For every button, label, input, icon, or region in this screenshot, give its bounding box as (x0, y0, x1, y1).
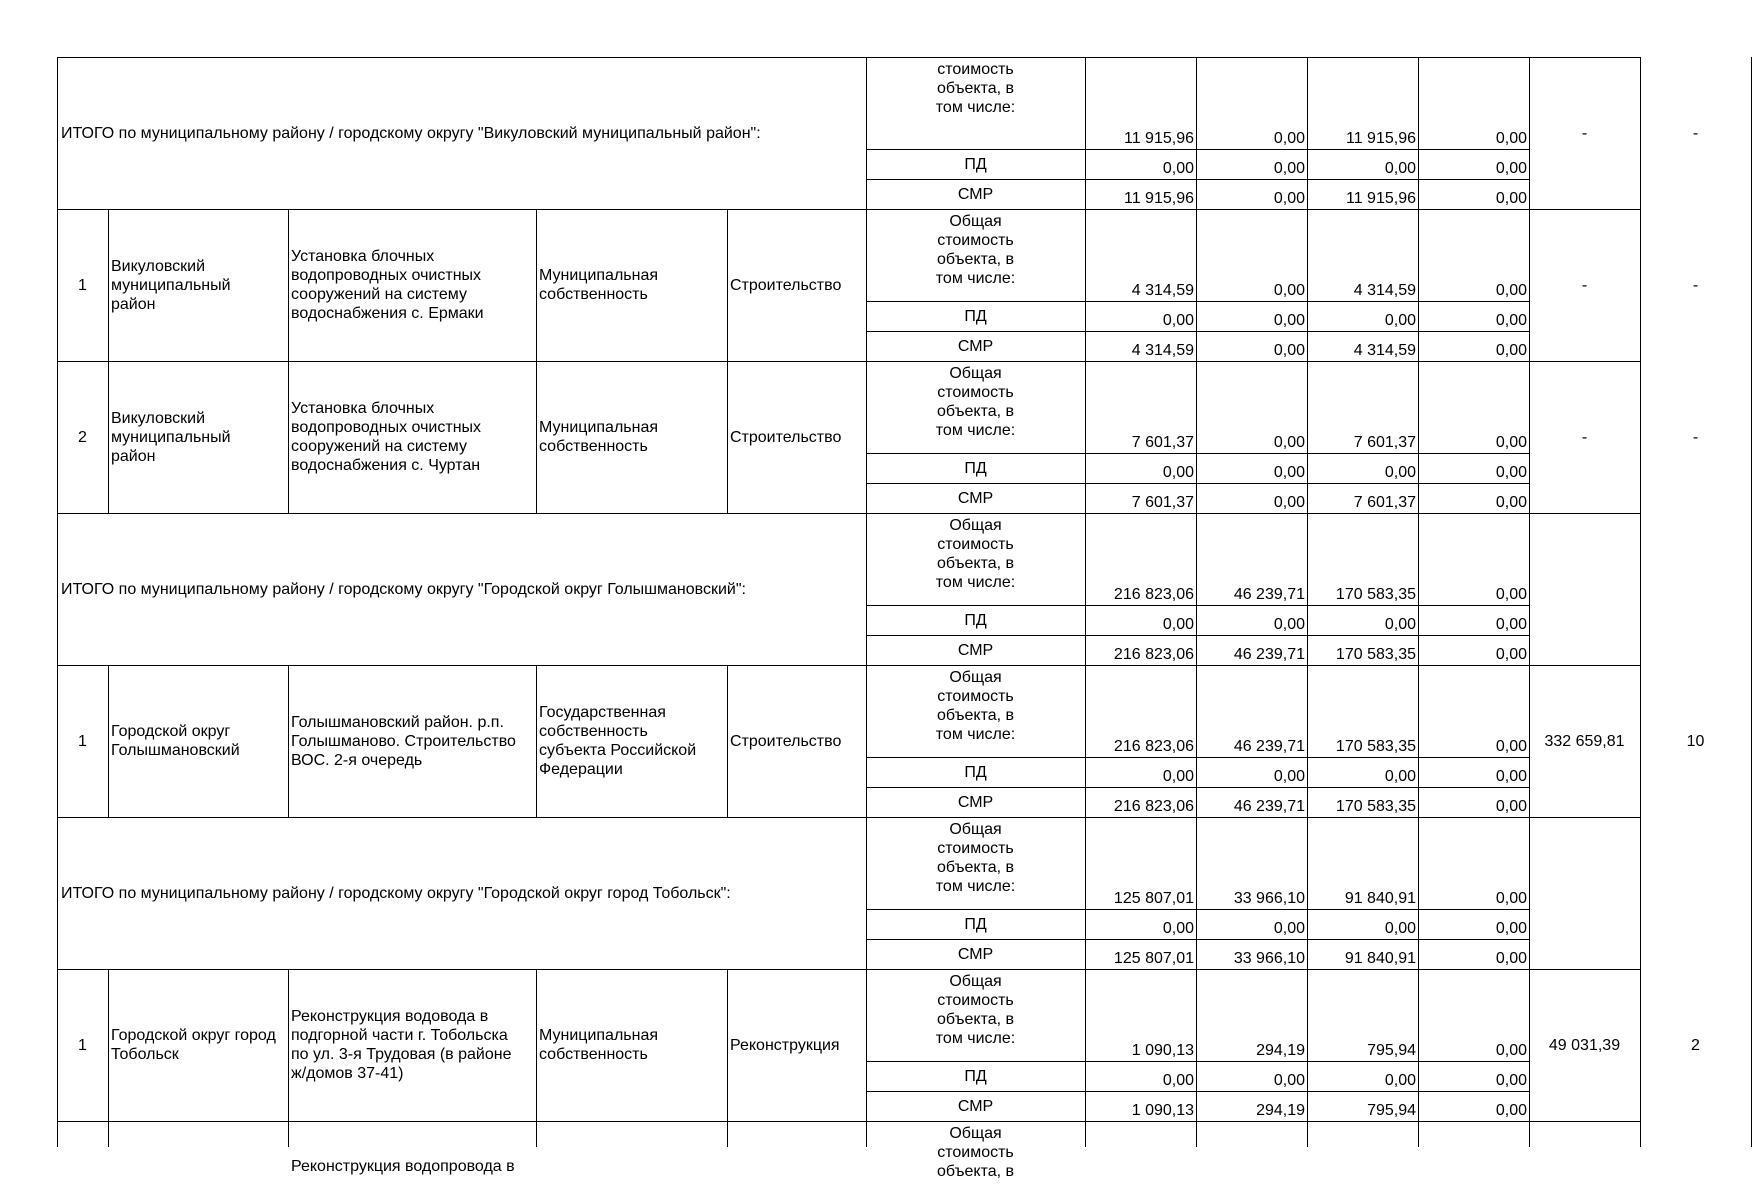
amount-value: 0,00 (1495, 342, 1527, 359)
grid-line (108, 209, 109, 361)
amount-value: 0,00 (1273, 160, 1305, 177)
grid-line (866, 1091, 1529, 1092)
grid-line (866, 757, 1529, 758)
amount-value: 0,00 (1495, 738, 1527, 755)
amount-value: 0,00 (1162, 768, 1194, 785)
amount-value: 0,00 (1162, 312, 1194, 329)
grid-line (866, 301, 1529, 302)
grid-line (288, 665, 289, 817)
amount-value: 46 239,71 (1233, 586, 1305, 603)
amount-value: 0,00 (1384, 312, 1416, 329)
cost-type-label: СМР (957, 337, 994, 355)
quantity-value: - (1692, 276, 1699, 294)
grid-line (108, 665, 109, 817)
cost-type-label: СМР (957, 185, 994, 203)
amount-value: 0,00 (1273, 282, 1305, 299)
amount-value: 4 314,59 (1131, 342, 1194, 359)
work-type: Строительство (730, 428, 842, 446)
cost-type-label: ПД (964, 459, 987, 477)
quantity-value: 2 (1691, 1036, 1700, 1054)
amount-value: 7 601,37 (1353, 434, 1416, 451)
amount-value: 0,00 (1495, 130, 1527, 147)
grid-line (57, 57, 58, 1147)
grid-line (57, 1121, 1640, 1122)
amount-value: 216 823,06 (1113, 798, 1194, 815)
amount-value: 294,19 (1256, 1102, 1305, 1119)
grid-line (1307, 57, 1308, 1147)
amount-value: 4 314,59 (1131, 282, 1194, 299)
row-number: 1 (78, 1036, 87, 1054)
object-name: Голышмановский район. р.п. Голышманово. Строительство ВОС. 2-я очередь (291, 713, 516, 769)
object-name: Реконструкция водопровода в (291, 1158, 515, 1175)
amount-value: 91 840,91 (1344, 950, 1416, 967)
grid-line (866, 939, 1529, 940)
amount-value: 170 583,35 (1335, 738, 1416, 755)
amount-value: 0,00 (1273, 342, 1305, 359)
quantity-value (1640, 817, 1751, 969)
amount-value: 0,00 (1273, 464, 1305, 481)
amount-value: 4 314,59 (1353, 342, 1416, 359)
capacity-value: - (1581, 276, 1588, 294)
municipality-name: Городской округ Голышмановский (111, 723, 240, 759)
amount-value: 11 915,96 (1346, 130, 1416, 147)
grid-line (1640, 57, 1641, 1147)
grid-line (866, 909, 1529, 910)
amount-value: 33 966,10 (1233, 890, 1305, 907)
grid-line (108, 969, 109, 1121)
amount-value: 0,00 (1495, 464, 1527, 481)
amount-value: 0,00 (1495, 950, 1527, 967)
amount-value: 0,00 (1495, 798, 1527, 815)
object-name: Установка блочных водопроводных очистных сооружений на систему водоснабжения с. Чуртан (291, 400, 482, 474)
quantity-value: - (1692, 428, 1699, 446)
grid-line (727, 209, 728, 361)
grid-line (1529, 57, 1530, 1147)
grid-line (536, 665, 537, 817)
quantity-value: - (1692, 124, 1699, 142)
ownership-type: Муниципальная собственность (539, 1027, 659, 1063)
capacity-value (1529, 513, 1640, 665)
grid-line (866, 179, 1529, 180)
grid-line (536, 1121, 537, 1147)
amount-value: 125 807,01 (1113, 890, 1194, 907)
amount-value: 33 966,10 (1233, 950, 1305, 967)
amount-value: 0,00 (1273, 130, 1305, 147)
cost-type-label: СМР (957, 489, 994, 507)
amount-value: 0,00 (1495, 312, 1527, 329)
amount-value: 0,00 (1273, 616, 1305, 633)
cost-type-label: Общая стоимость объекта, в том числе: (935, 213, 1016, 287)
amount-value: 0,00 (1162, 160, 1194, 177)
ownership-type: Муниципальная собственность (539, 267, 659, 303)
cost-type-label: СМР (957, 1097, 994, 1115)
amount-value: 0,00 (1273, 494, 1305, 511)
amount-value: 170 583,35 (1335, 798, 1416, 815)
amount-value: 0,00 (1495, 494, 1527, 511)
amount-value: 0,00 (1384, 1072, 1416, 1089)
amount-value: 91 840,91 (1344, 890, 1416, 907)
object-name: Установка блочных водопроводных очистных сооружений на систему водоснабжения с. Ермаки (291, 248, 484, 322)
municipality-name: Городской округ город Тобольск (111, 1027, 276, 1063)
quantity-value (1640, 513, 1751, 665)
amount-value: 11 915,96 (1124, 190, 1194, 207)
cost-type-label: ПД (964, 915, 987, 933)
grid-line (288, 1121, 289, 1147)
amount-value: 0,00 (1495, 1102, 1527, 1119)
total-row-label: ИТОГО по муниципальному району / городскому округу "Городской округ Голышмановский": (61, 580, 746, 598)
object-name: Реконструкция водовода в подгорной части г. Тобольска по ул. 3-я Трудовая (в районе ж/домов 37-41) (291, 1008, 512, 1082)
amount-value: 0,00 (1495, 160, 1527, 177)
amount-value: 0,00 (1384, 464, 1416, 481)
amount-value: 0,00 (1384, 160, 1416, 177)
cost-type-label: ПД (964, 611, 987, 629)
cost-type-label: ПД (964, 155, 987, 173)
grid-line (866, 149, 1529, 150)
municipality-name: Викуловский муниципальный район (111, 257, 231, 313)
capacity-value: 49 031,39 (1548, 1036, 1621, 1054)
amount-value: 0,00 (1162, 464, 1194, 481)
grid-line (727, 361, 728, 513)
capacity-value: 332 659,81 (1544, 732, 1625, 750)
amount-value: 0,00 (1384, 768, 1416, 785)
amount-value: 1 090,13 (1131, 1102, 1194, 1119)
amount-value: 4 314,59 (1353, 282, 1416, 299)
grid-line (1085, 57, 1086, 1147)
amount-value: 795,94 (1367, 1102, 1416, 1119)
cost-type-label: Общая стоимость объекта, в том числе: (935, 669, 1016, 743)
grid-line (866, 453, 1529, 454)
quantity-value: 10 (1686, 732, 1705, 750)
capacity-value (1529, 817, 1640, 969)
capacity-value: - (1581, 428, 1588, 446)
amount-value: 0,00 (1273, 434, 1305, 451)
amount-value: 216 823,06 (1113, 646, 1194, 663)
amount-value: 7 601,37 (1353, 494, 1416, 511)
grid-line (536, 209, 537, 361)
amount-value: 11 915,96 (1346, 190, 1416, 207)
amount-value: 0,00 (1495, 616, 1527, 633)
grid-line (536, 361, 537, 513)
amount-value: 795,94 (1367, 1042, 1416, 1059)
cost-type-label: Общая стоимость объекта, в том числе: (935, 821, 1016, 895)
capacity-value: - (1581, 124, 1588, 142)
amount-value: 0,00 (1162, 920, 1194, 937)
amount-value: 0,00 (1495, 920, 1527, 937)
amount-value: 0,00 (1495, 890, 1527, 907)
amount-value: 294,19 (1256, 1042, 1305, 1059)
cost-type-label: Общая стоимость объекта, в том числе: (935, 973, 1016, 1047)
work-type: Строительство (730, 732, 842, 750)
grid-line (108, 1121, 109, 1147)
cost-type-label: СМР (957, 945, 994, 963)
amount-value: 0,00 (1384, 616, 1416, 633)
amount-value: 0,00 (1495, 434, 1527, 451)
amount-value: 46 239,71 (1233, 646, 1305, 663)
cost-type-label: ПД (964, 1067, 987, 1085)
amount-value: 0,00 (1495, 282, 1527, 299)
grid-line (866, 787, 1529, 788)
amount-value: 125 807,01 (1113, 950, 1194, 967)
amount-value: 0,00 (1273, 312, 1305, 329)
grid-line (866, 331, 1529, 332)
municipality-name: Викуловский муниципальный район (111, 409, 231, 465)
amount-value: 11 915,96 (1124, 130, 1194, 147)
ownership-type: Муниципальная собственность (539, 419, 659, 455)
amount-value: 46 239,71 (1233, 738, 1305, 755)
grid-line (866, 57, 867, 1147)
amount-value: 0,00 (1273, 190, 1305, 207)
cost-type-label: СМР (957, 641, 994, 659)
grid-line (288, 969, 289, 1121)
amount-value: 0,00 (1495, 1072, 1527, 1089)
grid-line (108, 361, 109, 513)
grid-line (727, 665, 728, 817)
work-type: Реконструкция (730, 1036, 840, 1054)
amount-value: 170 583,35 (1335, 586, 1416, 603)
amount-value: 0,00 (1495, 586, 1527, 603)
amount-value: 170 583,35 (1335, 646, 1416, 663)
cost-type-label: ПД (964, 763, 987, 781)
amount-value: 7 601,37 (1131, 494, 1194, 511)
amount-value: 0,00 (1273, 768, 1305, 785)
grid-line (866, 635, 1529, 636)
amount-value: 0,00 (1273, 920, 1305, 937)
row-number: 2 (78, 428, 87, 446)
cost-type-label: Общая стоимость объекта, в том числе: (935, 517, 1016, 591)
cost-type-label: ПД (964, 307, 987, 325)
grid-line (288, 209, 289, 361)
work-type: Строительство (730, 276, 842, 294)
grid-line (866, 1061, 1529, 1062)
grid-line (727, 969, 728, 1121)
grid-line (288, 361, 289, 513)
amount-value: 0,00 (1495, 768, 1527, 785)
grid-line (866, 483, 1529, 484)
amount-value: 0,00 (1495, 646, 1527, 663)
cost-type-label: СМР (957, 793, 994, 811)
grid-line (1418, 57, 1419, 1147)
amount-value: 216 823,06 (1113, 586, 1194, 603)
total-row-label: ИТОГО по муниципальному району / городскому округу "Городской округ город Тобольск": (61, 884, 731, 902)
grid-line (727, 1121, 728, 1147)
amount-value: 0,00 (1162, 616, 1194, 633)
cost-type-label: Общая стоимость объекта, в том числе: (935, 365, 1016, 439)
cost-type-label: Общая стоимость объекта, в (936, 1125, 1015, 1180)
amount-value: 7 601,37 (1131, 434, 1194, 451)
row-number: 1 (78, 732, 87, 750)
total-row-label: ИТОГО по муниципальному району / городскому округу "Викуловский муниципальный район": (61, 124, 761, 142)
amount-value: 46 239,71 (1233, 798, 1305, 815)
amount-value: 0,00 (1384, 920, 1416, 937)
amount-value: 1 090,13 (1131, 1042, 1194, 1059)
ownership-type: Государственная собственность субъекта Российской Федерации (539, 704, 697, 778)
amount-value: 216 823,06 (1113, 738, 1194, 755)
grid-line (866, 605, 1529, 606)
row-number: 1 (78, 276, 87, 294)
grid-line (1196, 57, 1197, 1147)
cost-type-label: стоимость объекта, в том числе: (935, 61, 1016, 116)
amount-value: 0,00 (1495, 1042, 1527, 1059)
amount-value: 0,00 (1495, 190, 1527, 207)
amount-value: 0,00 (1162, 1072, 1194, 1089)
amount-value: 0,00 (1273, 1072, 1305, 1089)
grid-line (536, 969, 537, 1121)
